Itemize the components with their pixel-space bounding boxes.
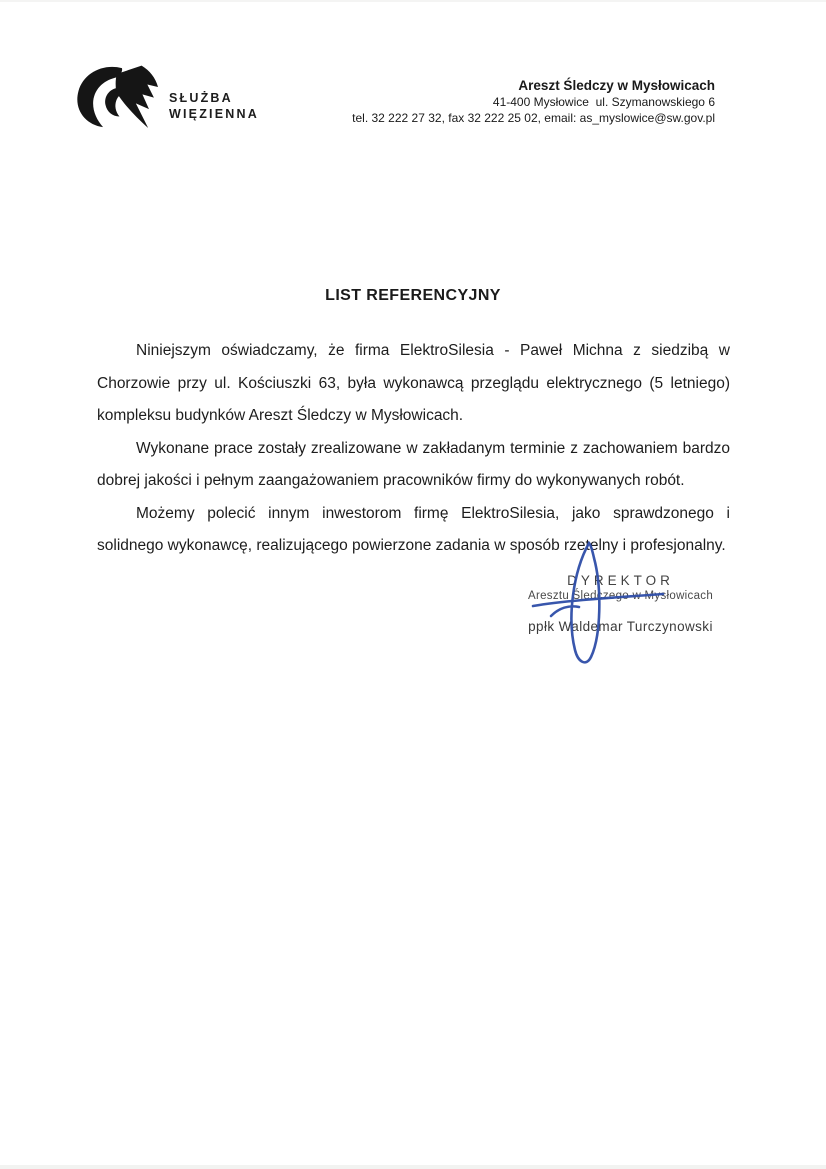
scan-edge-top [0, 0, 826, 2]
org-address: 41-400 Mysłowice ul. Szymanowskiego 6 [492, 95, 715, 109]
prison-service-eagle-icon [76, 64, 158, 128]
signer-name: ppłk Waldemar Turczynowski [528, 619, 713, 634]
paragraph-3: Możemy polecić innym inwestorom firmę ElektroSilesia, jako sprawdzonego i solidnego wykonawcę, realizującego powierzone zadania w sposób rzetelny i profesjonalny. [97, 504, 730, 554]
logo-wordmark-line1: SŁUŻBA [169, 91, 233, 105]
prison-service-logo [76, 64, 259, 128]
org-name: Areszt Śledczy w Mysłowicach [518, 78, 715, 93]
paragraph-2: Wykonane prace zostały zrealizowane w zakładanym terminie z zachowaniem bardzo dobrej jakości i pełnym zaangażowaniem pracowników firmy do wykonywanych robót. [97, 439, 730, 489]
org-contact: tel. 32 222 27 32, fax 32 222 25 02, email: as_myslowice@sw.gov.pl [352, 111, 715, 125]
letterhead-contact-block [352, 77, 715, 126]
logo-wordmark [169, 90, 259, 122]
document-title: LIST REFERENCYJNY [325, 287, 501, 304]
paragraph-1: Niniejszym oświadczamy, że firma ElektroSilesia - Paweł Michna z siedzibą w Chorzowie przy ul. Kościuszki 63, była wykonawcą przeglądu elektrycznego (5 letniego) kompleksu budynków Areszt Śledczy w Mysłowicach. [97, 342, 730, 424]
scan-edge-bottom [0, 1165, 826, 1169]
letter-body [97, 335, 730, 563]
director-org-label: Aresztu Śledczego w Mysłowicach [527, 590, 714, 602]
logo-wordmark-line2: WIĘZIENNA [169, 107, 259, 121]
director-role-label: DYREKTOR [567, 573, 674, 588]
signature-block [503, 573, 738, 634]
